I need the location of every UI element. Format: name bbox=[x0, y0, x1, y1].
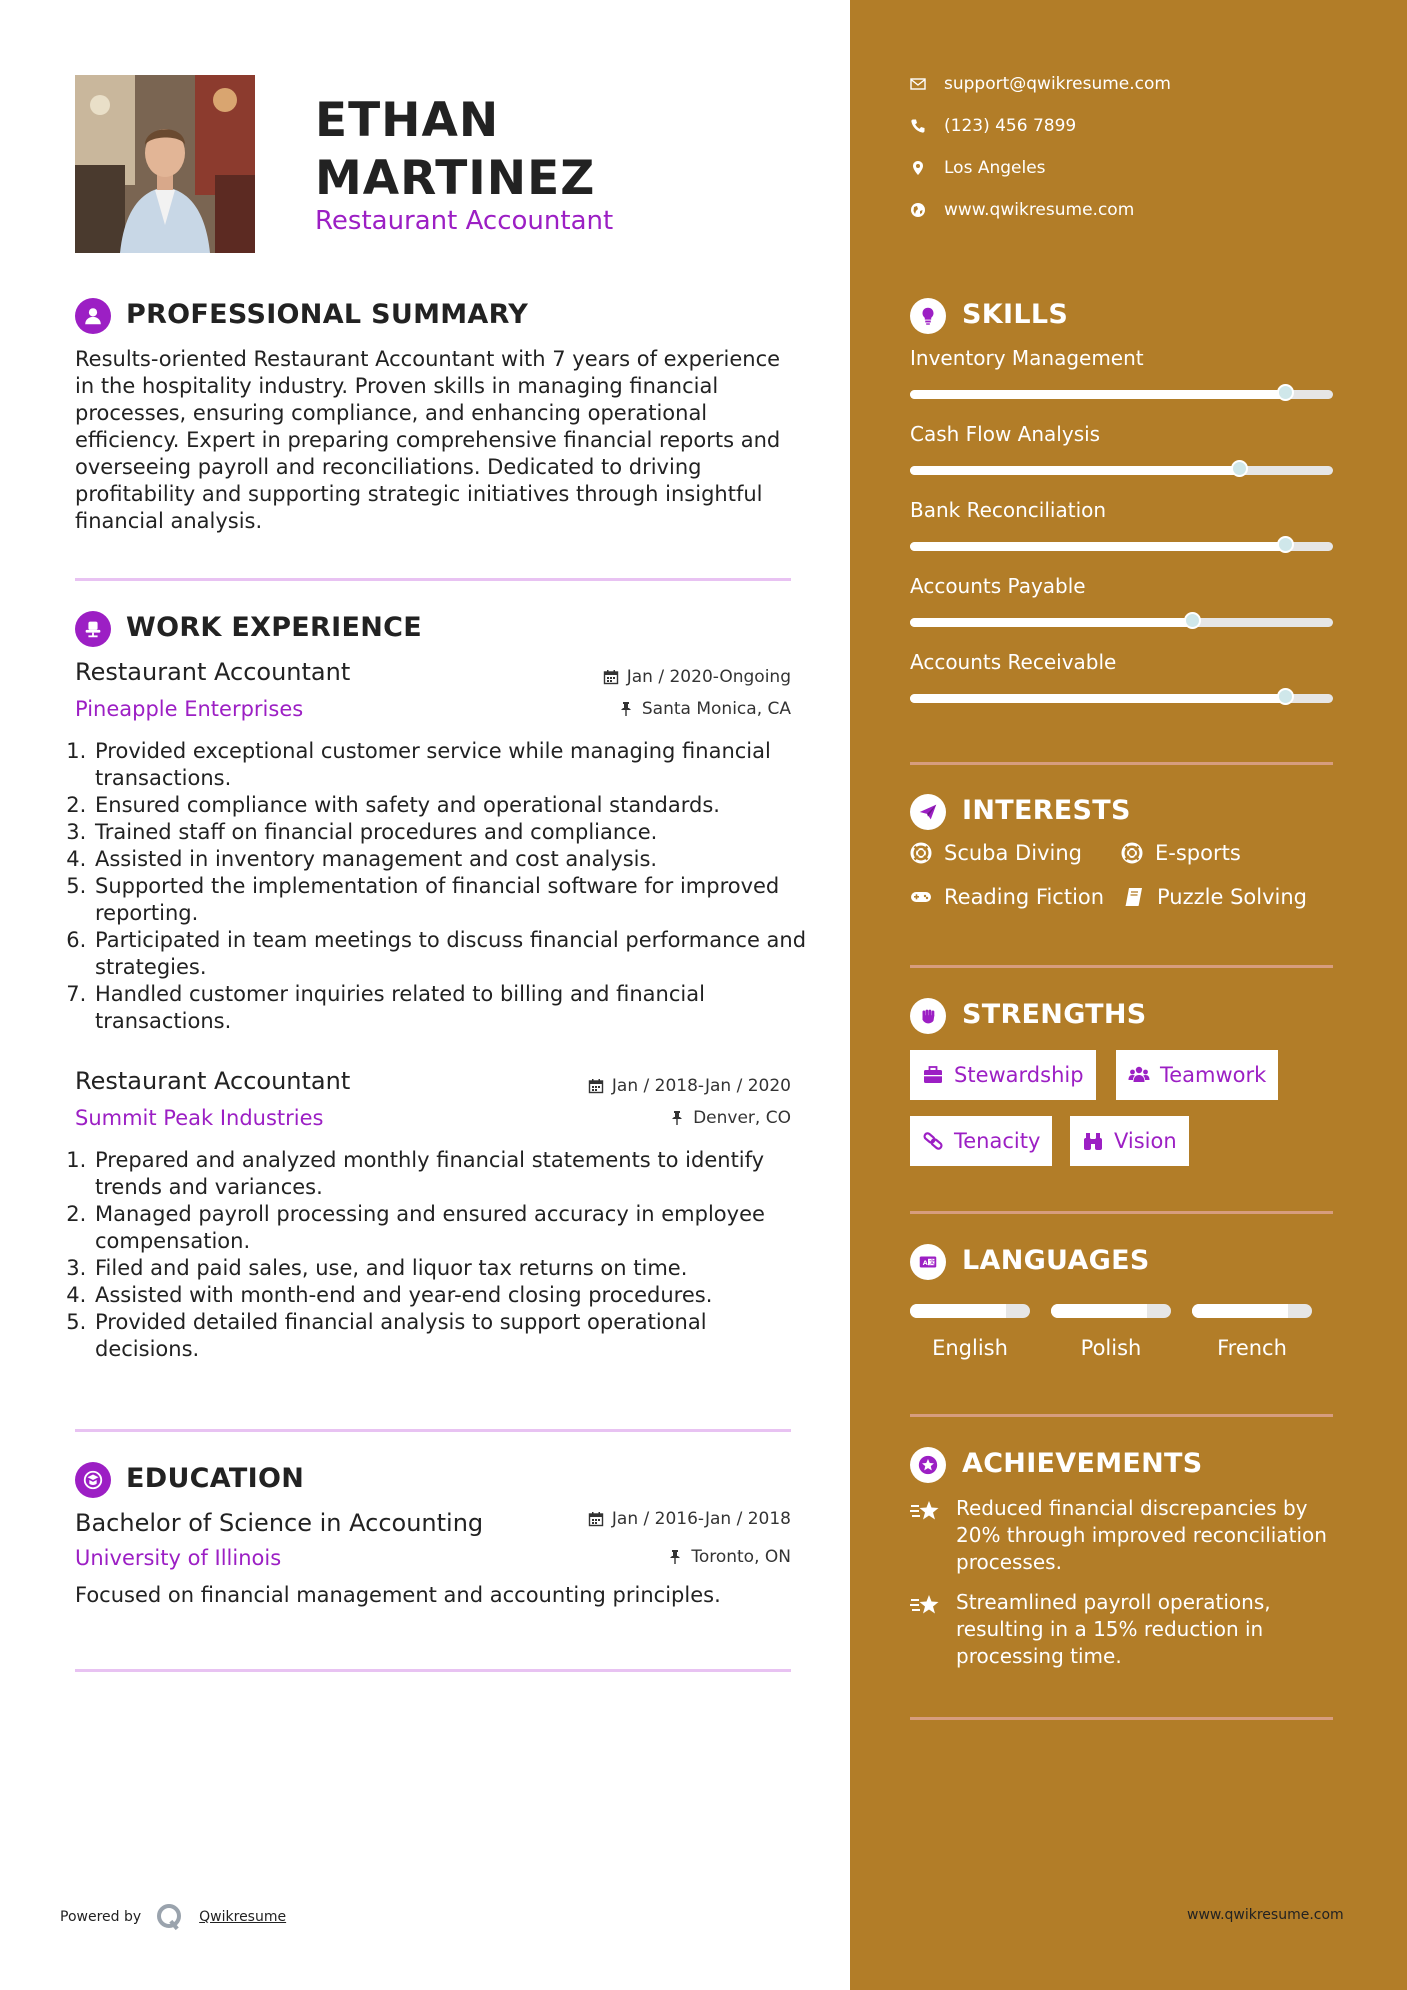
section-divider bbox=[910, 965, 1333, 968]
list-item: 5. Supported the implementation of financial software for improved reporting. bbox=[93, 873, 808, 927]
job-role: Restaurant Accountant bbox=[315, 206, 614, 236]
section-divider bbox=[75, 1669, 791, 1672]
language-level-fill bbox=[910, 1304, 1006, 1318]
shooting-star-icon bbox=[910, 1593, 940, 1619]
book-icon bbox=[1123, 886, 1145, 908]
language-level-fill bbox=[1051, 1304, 1147, 1318]
strength-chip bbox=[1070, 1116, 1189, 1166]
fist-icon bbox=[910, 998, 946, 1034]
phone-icon bbox=[910, 118, 926, 134]
contact-location-text: Los Angeles bbox=[944, 158, 1046, 178]
interest-label: Puzzle Solving bbox=[1157, 885, 1307, 909]
experience-heading: WORK EXPERIENCE bbox=[126, 612, 422, 643]
footer-website[interactable]: www.qwikresume.com bbox=[1187, 1907, 1344, 1923]
section-divider bbox=[910, 1717, 1333, 1720]
list-item: 1. Prepared and analyzed monthly financial statements to identify trends and variances. bbox=[93, 1147, 808, 1201]
contact-website-text: www.qwikresume.com bbox=[944, 200, 1135, 220]
language-level-bar bbox=[1051, 1304, 1171, 1318]
company-name: Summit Peak Industries bbox=[75, 1106, 324, 1130]
interest-item bbox=[1123, 885, 1307, 909]
interest-label: E-sports bbox=[1155, 841, 1241, 865]
powered-by-label: Powered by bbox=[60, 1909, 142, 1925]
link-icon bbox=[922, 1130, 944, 1152]
education-description: Focused on financial management and accounting principles. bbox=[75, 1583, 721, 1607]
lifebuoy-icon bbox=[1121, 842, 1143, 864]
company-name: Pineapple Enterprises bbox=[75, 697, 304, 721]
list-item: 1. Provided exceptional customer service while managing financial transactions. bbox=[93, 738, 808, 792]
name-first: ETHAN bbox=[315, 93, 500, 148]
skill-label: Inventory Management bbox=[910, 346, 1144, 370]
achievement-text: Streamlined payroll operations, resulting in a 15% reduction in processing time. bbox=[956, 1590, 1271, 1668]
language-level-bar bbox=[1192, 1304, 1312, 1318]
education-dates bbox=[588, 1509, 791, 1529]
skills-heading: SKILLS bbox=[962, 299, 1069, 330]
powered-by bbox=[60, 1902, 286, 1932]
list-item: 5. Provided detailed financial analysis to support operational decisions. bbox=[93, 1309, 808, 1363]
globe-icon bbox=[910, 202, 926, 218]
strength-chip bbox=[910, 1050, 1096, 1100]
section-divider bbox=[75, 1429, 791, 1432]
contact-phone[interactable] bbox=[910, 116, 1076, 136]
list-item: 2. Ensured compliance with safety and operational standards. bbox=[93, 792, 808, 819]
job-dates-text: Jan / 2018-Jan / 2020 bbox=[611, 1076, 791, 1096]
skill-level-bar bbox=[910, 542, 1333, 551]
users-icon bbox=[1128, 1064, 1150, 1086]
calendar-icon bbox=[588, 1078, 604, 1094]
skill-level-fill bbox=[910, 694, 1286, 703]
contact-email[interactable] bbox=[910, 74, 1171, 94]
strength-label: Teamwork bbox=[1160, 1063, 1267, 1087]
language-label: Polish bbox=[1080, 1336, 1142, 1360]
skill-label: Accounts Receivable bbox=[910, 650, 1117, 674]
calendar-icon bbox=[603, 669, 619, 685]
shooting-star-icon bbox=[910, 1499, 940, 1525]
contact-website[interactable] bbox=[910, 200, 1134, 220]
interest-label: Reading Fiction bbox=[944, 885, 1105, 909]
job-dates bbox=[603, 667, 791, 687]
language-label: English bbox=[932, 1336, 1008, 1360]
svg-text:文: 文 bbox=[929, 1260, 935, 1267]
map-marker-icon bbox=[910, 160, 926, 176]
binoculars-icon bbox=[1082, 1130, 1104, 1152]
skill-level-bar bbox=[910, 390, 1333, 399]
job-dates bbox=[588, 1076, 791, 1096]
svg-text:A: A bbox=[922, 1259, 928, 1268]
lightbulb-icon bbox=[910, 298, 946, 334]
list-item: 7. Handled customer inquiries related to billing and financial transactions. bbox=[93, 981, 808, 1035]
skill-level-handle bbox=[1277, 384, 1294, 401]
language-icon bbox=[910, 1244, 946, 1280]
qwikresume-link[interactable]: Qwikresume bbox=[199, 1909, 287, 1925]
achievement-text: Reduced financial discrepancies by 20% through improved reconciliation processes. bbox=[956, 1496, 1327, 1574]
job-title: Restaurant Accountant bbox=[75, 658, 351, 686]
languages-heading: LANGUAGES bbox=[962, 1245, 1150, 1276]
contact-location bbox=[910, 158, 1046, 178]
education-location-text: Toronto, ON bbox=[691, 1547, 791, 1567]
graduate-icon bbox=[75, 1462, 111, 1498]
strength-chip bbox=[910, 1116, 1052, 1166]
user-icon bbox=[75, 298, 111, 334]
skill-level-handle bbox=[1277, 688, 1294, 705]
briefcase-chair-icon bbox=[75, 611, 111, 647]
language-label: French bbox=[1217, 1336, 1287, 1360]
education-location bbox=[667, 1547, 791, 1567]
degree-title: Bachelor of Science in Accounting bbox=[75, 1509, 484, 1537]
school-name: University of Illinois bbox=[75, 1546, 282, 1570]
summary-heading: PROFESSIONAL SUMMARY bbox=[126, 299, 529, 330]
interest-item bbox=[910, 841, 1082, 865]
skill-level-handle bbox=[1184, 612, 1201, 629]
skill-level-fill bbox=[910, 466, 1240, 475]
skill-level-handle bbox=[1277, 536, 1294, 553]
skill-level-bar bbox=[910, 466, 1333, 475]
qwikresume-logo-icon bbox=[155, 1902, 185, 1932]
job-responsibilities bbox=[75, 738, 808, 1035]
summary-text: Results-oriented Restaurant Accountant with 7 years of experience in the hospitality industry. Proven skills in managing financial processes, ensuring compliance, and enhancing operational efficiency. Expert in preparing comprehensive financial reports and overseeing payroll and reconciliations. Dedicated to driving profitability and supporting strategic initiatives through insightful financial analysis. bbox=[75, 347, 781, 533]
job-location bbox=[669, 1108, 791, 1128]
interest-item bbox=[1121, 841, 1241, 865]
job-location bbox=[618, 699, 791, 719]
job-location-text: Denver, CO bbox=[693, 1108, 791, 1128]
section-divider bbox=[910, 1211, 1333, 1214]
language-level-fill bbox=[1192, 1304, 1288, 1318]
pushpin-icon bbox=[618, 701, 634, 717]
strength-label: Stewardship bbox=[954, 1063, 1084, 1087]
gamepad-icon bbox=[910, 886, 932, 908]
strength-chip bbox=[1116, 1050, 1278, 1100]
pushpin-icon bbox=[669, 1110, 685, 1126]
job-location-text: Santa Monica, CA bbox=[641, 699, 791, 719]
skill-level-bar bbox=[910, 618, 1333, 627]
skill-level-handle bbox=[1231, 460, 1248, 477]
section-divider bbox=[910, 1414, 1333, 1417]
interests-heading: INTERESTS bbox=[962, 795, 1131, 826]
paper-plane-icon bbox=[910, 794, 946, 830]
list-item: 4. Assisted with month-end and year-end closing procedures. bbox=[93, 1282, 808, 1309]
profile-photo-image bbox=[75, 75, 255, 253]
sidebar bbox=[850, 0, 1407, 1990]
achievement-item bbox=[910, 1495, 1340, 1576]
list-item: 2. Managed payroll processing and ensured accuracy in employee compensation. bbox=[93, 1201, 808, 1255]
envelope-icon bbox=[910, 76, 926, 92]
list-item: 4. Assisted in inventory management and cost analysis. bbox=[93, 846, 808, 873]
star-badge-icon bbox=[910, 1447, 946, 1483]
job-title: Restaurant Accountant bbox=[75, 1067, 351, 1095]
profile-photo bbox=[75, 75, 255, 253]
section-divider bbox=[910, 762, 1333, 765]
list-item: 3. Trained staff on financial procedures and compliance. bbox=[93, 819, 808, 846]
interest-item bbox=[910, 885, 1104, 909]
achievements-heading: ACHIEVEMENTS bbox=[962, 1448, 1203, 1479]
contact-phone-text: (123) 456 7899 bbox=[944, 116, 1077, 136]
job-dates-text: Jan / 2020-Ongoing bbox=[626, 667, 791, 687]
education-heading: EDUCATION bbox=[126, 1463, 305, 1494]
skill-label: Accounts Payable bbox=[910, 574, 1086, 598]
candidate-name bbox=[315, 92, 595, 208]
interest-label: Scuba Diving bbox=[944, 841, 1082, 865]
job-responsibilities bbox=[75, 1147, 808, 1363]
skill-label: Bank Reconciliation bbox=[910, 498, 1107, 522]
strength-label: Vision bbox=[1114, 1129, 1177, 1153]
education-dates-text: Jan / 2016-Jan / 2018 bbox=[611, 1509, 791, 1529]
language-level-bar bbox=[910, 1304, 1030, 1318]
pushpin-icon bbox=[667, 1549, 683, 1565]
briefcase-icon bbox=[922, 1064, 944, 1086]
strengths-heading: STRENGTHS bbox=[962, 999, 1147, 1030]
skill-level-fill bbox=[910, 542, 1286, 551]
lifebuoy-icon bbox=[910, 842, 932, 864]
section-divider bbox=[75, 578, 791, 581]
skill-level-bar bbox=[910, 694, 1333, 703]
strength-label: Tenacity bbox=[954, 1129, 1041, 1153]
name-last: MARTINEZ bbox=[315, 151, 596, 206]
achievement-item bbox=[910, 1589, 1340, 1670]
list-item: 6. Participated in team meetings to discuss financial performance and strategies. bbox=[93, 927, 808, 981]
skill-level-fill bbox=[910, 618, 1193, 627]
skill-level-fill bbox=[910, 390, 1286, 399]
calendar-icon bbox=[588, 1511, 604, 1527]
contact-email-text: support@qwikresume.com bbox=[944, 74, 1171, 94]
list-item: 3. Filed and paid sales, use, and liquor tax returns on time. bbox=[93, 1255, 808, 1282]
skill-label: Cash Flow Analysis bbox=[910, 422, 1101, 446]
